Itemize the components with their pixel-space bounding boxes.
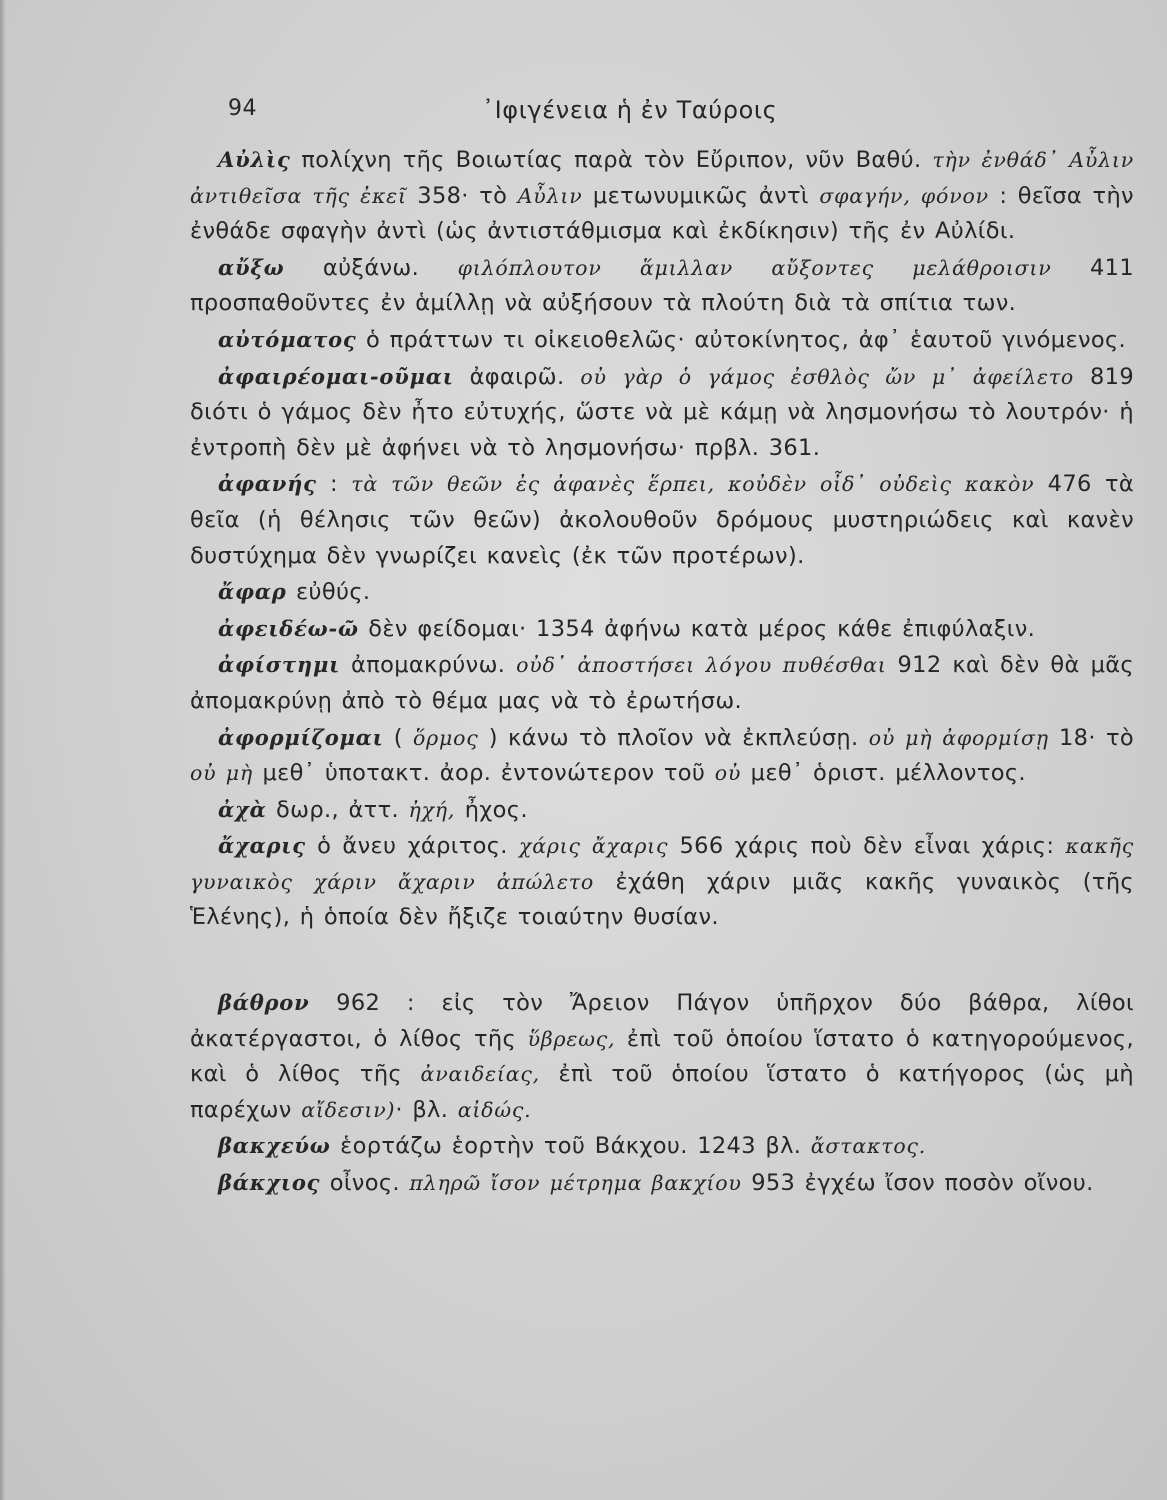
glossary-entry (190, 647, 1134, 719)
entry-text: μεθ᾽ ὑποτακτ. ἀορ. ἐντονώτερον τοῦ (252, 760, 715, 787)
entry-text: 358· τὸ (406, 182, 518, 209)
entry-text: αὐξάνω. (284, 254, 458, 281)
entry-text: ὁ ἄνευ χάριτος. (305, 833, 519, 860)
glossary-entry (190, 142, 1134, 250)
entry-headword: ἀχὰ (218, 796, 267, 822)
glossary-entry (190, 322, 1134, 359)
page-number: 94 (228, 96, 257, 121)
entry-citation: οὐδ᾽ ἀποστήσει λόγου πυθέσθαι (516, 653, 887, 678)
entry-citation: τὰ τῶν θεῶν ἐς ἀφανὲς ἕρπει, κοὐδὲν οἶδ᾽ οὐδεὶς κακὸν (351, 472, 1035, 497)
entry-headword: ἀφειδέω-ῶ (218, 615, 359, 641)
entry-text: ἐχάθη χάριν μιᾶς κακῆς γυναικὸς (τῆς Ἑλένης), ἡ ὁποία δὲν ἤξιζε τοιαύτην θυσίαν. (190, 868, 1134, 931)
entry-text: ἦχος. (455, 796, 528, 823)
entry-headword: βακχεύω (218, 1133, 331, 1159)
entry-text: μετωνυμικῶς ἀντὶ (582, 182, 820, 209)
entry-text: 962 : εἰς τὸν Ἄρειον Πάγον ὑπῆρχον δύο βάθρα, λίθοι ἀκατέργαστοι, ὁ λίθος τῆς (190, 990, 1134, 1052)
entry-text: εὐθύς. (286, 579, 371, 606)
entry-headword: βάθρον (218, 990, 310, 1016)
entry-text: · βλ. (395, 1096, 458, 1123)
entry-text: 411 προσπαθοῦντες ἐν ἁμίλλῃ νὰ αὐξήσουν τὰ πλούτη διὰ τὰ σπίτια των. (190, 254, 1135, 317)
entry-headword: αὔξω (218, 254, 285, 280)
entry-headword: ἀφορμίζομαι (218, 724, 384, 750)
entry-text: ἐπὶ τοῦ ὁποίου ἵστατο ὁ κατήγορος (ὡς μὴ παρέχων (190, 1061, 1134, 1123)
glossary-entry (190, 792, 1134, 829)
glossary-entry (190, 466, 1134, 574)
running-title: ᾿Ιφιγένεια ἡ ἐν Ταύροις (482, 96, 778, 124)
entry-text: ) κάνω τὸ πλοῖον νὰ ἐκπλεύσῃ. (478, 724, 869, 751)
entry-text: πολίχνη τῆς Βοιωτίας παρὰ τὸν Εὔριπον, νῦν Βαθύ. (290, 147, 933, 173)
entry-citation: ἠχή, (408, 797, 456, 822)
entry-text: 819 διότι ὁ γάμος δὲν ἦτο εὐτυχής, ὥστε νὰ μὲ κάμῃ νὰ λησμονήσω τὸ λουτρόν· ἡ ἐντροπὴ δὲν μὲ ἀφήνει νὰ τὸ λησμονήσω· πρβλ. 361. (190, 363, 1134, 461)
page-binding-edge (0, 0, 6, 1500)
entry-citation: κακῆς γυναικὸς χάριν ἄχαριν ἀπώλετο (190, 834, 1134, 894)
entry-citation: σφαγήν, φόνον (819, 183, 989, 208)
glossary-entry (190, 611, 1134, 648)
entry-text: δὲν φείδομαι· 1354 ἀφήνω κατὰ μέρος κάθε ἐπιφύλαξιν. (358, 615, 1036, 642)
entry-headword: αὐτόματος (218, 326, 357, 352)
entry-text: 18· τὸ (1048, 724, 1134, 751)
entry-citation: ὅρμος (413, 725, 479, 750)
entry-text: 566 χάρις ποὺ δὲν εἶναι χάρις: (668, 833, 1066, 860)
entry-citation: ἄστακτος. (810, 1134, 927, 1159)
entry-text: ἑορτάζω ἑορτὴν τοῦ Βάκχου. 1243 βλ. (330, 1133, 811, 1160)
entry-citation: οὐ μὴ (190, 761, 253, 786)
entry-headword: ἀφανής (218, 471, 317, 497)
entry-citation: οὐ (714, 761, 742, 786)
glossary-entry (190, 985, 1134, 1128)
entry-text: ἀφαιρῶ. (453, 363, 581, 390)
entry-citation: οὐ γὰρ ὁ γάμος ἐσθλὸς ὤν μ᾽ ἀφείλετο (580, 364, 1075, 389)
entry-citation: ἀναιδείας, (420, 1062, 540, 1087)
entry-text: : (316, 471, 352, 498)
entry-citation: τὴν ἐνθάδ᾽ Αὖλιν ἀντιθεῖσα τῆς ἐκεῖ (190, 148, 1134, 208)
entry-headword: ἀφίστημι (218, 652, 341, 678)
glossary-entry (190, 250, 1134, 322)
entry-text: 476 τὰ θεῖα (ἡ θέλησις τῶν θεῶν) ἀκολουθοῦν δρόμους μυστηριώδεις καὶ κανὲν δυστύχημα δὲν γνωρίζει κανεὶς (ἐκ τῶν προτέρων). (190, 471, 1135, 569)
glossary-entry (190, 720, 1134, 792)
entry-citation: ὕβρεως, (527, 1026, 616, 1051)
entry-text: ἐπὶ τοῦ ὁποίου ἵστατο ὁ κατηγορούμενος, καὶ ὁ λίθος τῆς (190, 1025, 1134, 1088)
glossary-entry (190, 1128, 1134, 1165)
entry-headword: βάκχιος (218, 1170, 321, 1196)
entry-citation: οὐ μὴ ἀφορμίσῃ (868, 725, 1049, 750)
entry-text: ἀπομακρύνω. (340, 652, 517, 679)
entry-text: οἶνος. (320, 1170, 410, 1197)
entry-citation: αἴδεσιν) (301, 1097, 396, 1122)
entry-text: ὁ πράττων τι οἰκειοθελῶς· αὐτοκίνητος, ἀφ᾽ ἑαυτοῦ γινόμενος. (356, 326, 1127, 353)
glossary-entry (190, 574, 1134, 611)
glossary-entries (190, 142, 1134, 1202)
entry-text: μεθ᾽ ὁριστ. μέλλοντος. (741, 760, 1026, 787)
entry-text: : θεῖσα τὴν ἐνθάδε σφαγὴν ἀντὶ (ὡς ἀντιστάθμισμα καὶ ἐκδίκησιν) τῆς ἐν Αὐλίδι. (190, 182, 1134, 245)
glossary-entry (190, 1165, 1134, 1202)
entry-citation: φιλόπλουτον ἅμιλλαν αὔξοντες μελάθροισιν (457, 255, 1052, 280)
entry-headword: ἄφαρ (218, 579, 287, 605)
entry-citation: αἰδώς. (457, 1097, 532, 1122)
entry-text: δωρ., ἀττ. (266, 796, 409, 823)
entry-headword: Αὐλὶς (218, 147, 291, 172)
entry-citation: πληρῶ ἴσον μέτρημα βακχίου (409, 1171, 742, 1196)
entry-headword: ἀφαιρέομαι-οῦμαι (218, 363, 454, 389)
entry-text: ( (383, 724, 414, 751)
running-header (228, 96, 1028, 130)
entry-text: 912 καὶ δὲν θὰ μᾶς ἀπομακρύνῃ ἀπὸ τὸ θέμα μας νὰ τὸ ἐρωτήσω. (190, 652, 1134, 714)
glossary-entry (190, 359, 1134, 467)
entry-headword: ἄχαρις (218, 833, 306, 859)
entry-citation: χάρις ἄχαρις (518, 834, 669, 859)
glossary-entry (190, 828, 1134, 936)
entry-citation: Αὖλιν (517, 183, 583, 208)
entry-text: 953 ἐγχέω ἴσον ποσὸν οἴνου. (741, 1170, 1094, 1197)
